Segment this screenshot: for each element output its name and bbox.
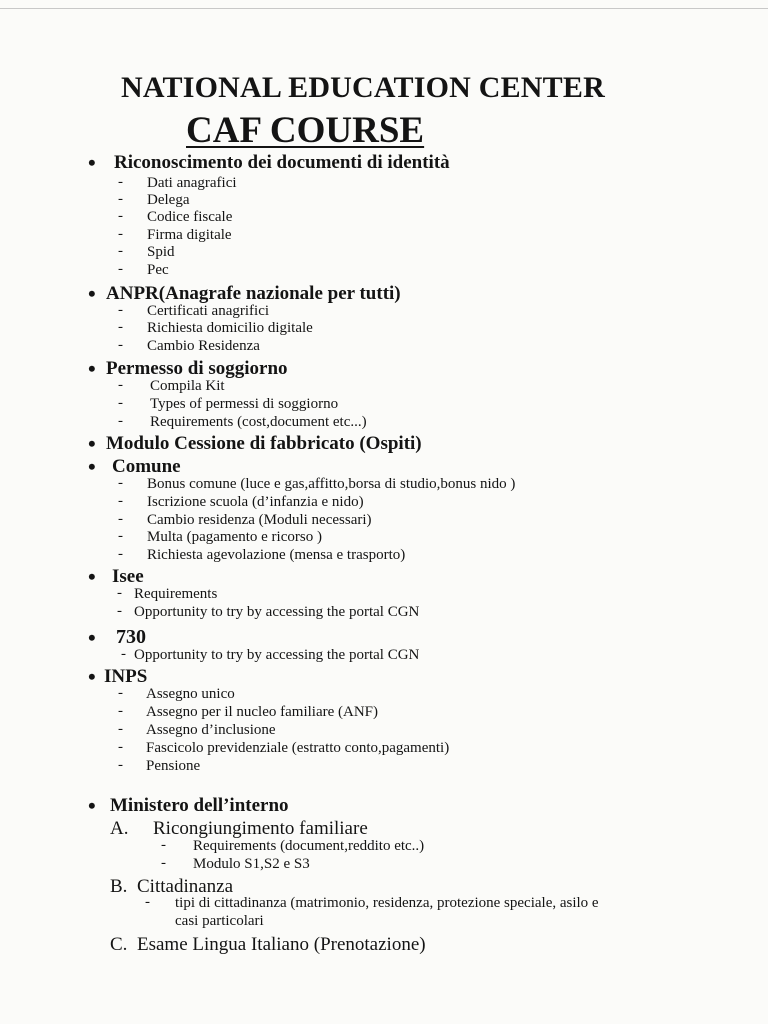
dash-icon: - — [118, 377, 123, 393]
page-subtitle: CAF COURSE — [186, 110, 425, 151]
list-item: Pec — [147, 262, 169, 278]
list-item: Delega — [147, 192, 190, 208]
dash-icon: - — [118, 685, 123, 701]
list-item: Certificati anagrifici — [147, 303, 270, 319]
subsection-title-ricongiungimento: Ricongiungimento familiare — [153, 818, 368, 839]
list-item: Multa (pagamento e ricorso ) — [147, 529, 322, 545]
dash-icon: - — [118, 511, 123, 527]
list-item: Richiesta agevolazione (mensa e trasporto) — [147, 547, 406, 563]
dash-icon: - — [118, 528, 123, 544]
list-item: Types of permessi di soggiorno — [150, 396, 339, 412]
dash-icon: - — [118, 302, 123, 318]
dash-icon: - — [118, 174, 123, 190]
list-item: Opportunity to try by accessing the portal CGN — [134, 647, 420, 663]
section-title-comune: Comune — [112, 456, 181, 477]
section-title-modulo: Modulo Cessione di fabbricato (Ospiti) — [106, 433, 422, 454]
bullet-icon: • — [88, 664, 96, 689]
dash-icon: - — [118, 261, 123, 277]
list-item-continuation: casi particolari — [175, 913, 264, 929]
dash-icon: - — [118, 191, 123, 207]
list-item: Assegno unico — [146, 686, 235, 702]
list-item: Modulo S1,S2 e S3 — [193, 856, 310, 872]
list-item: Cambio residenza (Moduli necessari) — [147, 512, 372, 528]
list-item: Richiesta domicilio digitale — [147, 320, 313, 336]
section-title-ministero: Ministero dell’interno — [110, 795, 289, 816]
dash-icon: - — [118, 319, 123, 335]
dash-icon: - — [118, 413, 123, 429]
dash-icon: - — [118, 721, 123, 737]
dash-icon: - — [118, 757, 123, 773]
page-title: NATIONAL EDUCATION CENTER — [121, 71, 605, 104]
list-item: Cambio Residenza — [147, 338, 260, 354]
bullet-icon: • — [88, 625, 96, 650]
dash-icon: - — [117, 603, 122, 619]
dash-icon: - — [145, 894, 150, 910]
bullet-icon: • — [88, 793, 96, 818]
dash-icon: - — [118, 546, 123, 562]
bullet-icon: • — [88, 356, 96, 381]
list-item: Requirements (cost,document etc...) — [150, 414, 367, 430]
bullet-icon: • — [88, 454, 96, 479]
section-title-inps: INPS — [104, 666, 148, 687]
section-title-permesso: Permesso di soggiorno — [106, 358, 288, 379]
list-item: Assegno d’inclusione — [146, 722, 276, 738]
list-item: Requirements (document,reddito etc..) — [193, 838, 425, 854]
subsection-letter: A. — [110, 818, 129, 839]
list-item: Iscrizione scuola (d’infanzia e nido) — [147, 494, 364, 510]
bullet-icon: • — [88, 150, 96, 175]
dash-icon: - — [121, 646, 126, 662]
list-item: Dati anagrafici — [147, 175, 237, 191]
section-title-riconoscimento: Riconoscimento dei documenti di identità — [114, 152, 450, 173]
dash-icon: - — [117, 585, 122, 601]
dash-icon: - — [118, 395, 123, 411]
list-item: Pensione — [146, 758, 201, 774]
list-item: Fascicolo previdenziale (estratto conto,pagamenti) — [146, 740, 450, 756]
dash-icon: - — [118, 475, 123, 491]
dash-icon: - — [118, 208, 123, 224]
dash-icon: - — [118, 739, 123, 755]
section-title-anpr: ANPR(Anagrafe nazionale per tutti) — [106, 283, 401, 304]
subsection-title-cittadinanza: Cittadinanza — [137, 876, 234, 897]
bullet-icon: • — [88, 431, 96, 456]
list-item: Codice fiscale — [147, 209, 233, 225]
list-item: Spid — [147, 244, 175, 260]
list-item: tipi di cittadinanza (matrimonio, residenza, protezione speciale, asilo e — [175, 895, 599, 911]
dash-icon: - — [118, 243, 123, 259]
section-title-isee: Isee — [112, 566, 144, 587]
bullet-icon: • — [88, 281, 96, 306]
list-item: Firma digitale — [147, 227, 232, 243]
section-title-730: 730 — [116, 626, 146, 648]
dash-icon: - — [161, 837, 166, 853]
list-item: Assegno per il nucleo familiare (ANF) — [146, 704, 379, 720]
dash-icon: - — [118, 337, 123, 353]
dash-icon: - — [118, 226, 123, 242]
subsection-title-esame: Esame Lingua Italiano (Prenotazione) — [137, 934, 426, 955]
list-item: Compila Kit — [150, 378, 225, 394]
list-item: Bonus comune (luce e gas,affitto,borsa di studio,bonus nido ) — [147, 476, 516, 492]
subsection-letter: B. — [110, 876, 128, 897]
scan-edge-line — [0, 8, 768, 9]
dash-icon: - — [118, 703, 123, 719]
list-item: Requirements — [134, 586, 218, 602]
subsection-letter: C. — [110, 934, 128, 955]
bullet-icon: • — [88, 564, 96, 589]
dash-icon: - — [161, 855, 166, 871]
list-item: Opportunity to try by accessing the portal CGN — [134, 604, 420, 620]
dash-icon: - — [118, 493, 123, 509]
